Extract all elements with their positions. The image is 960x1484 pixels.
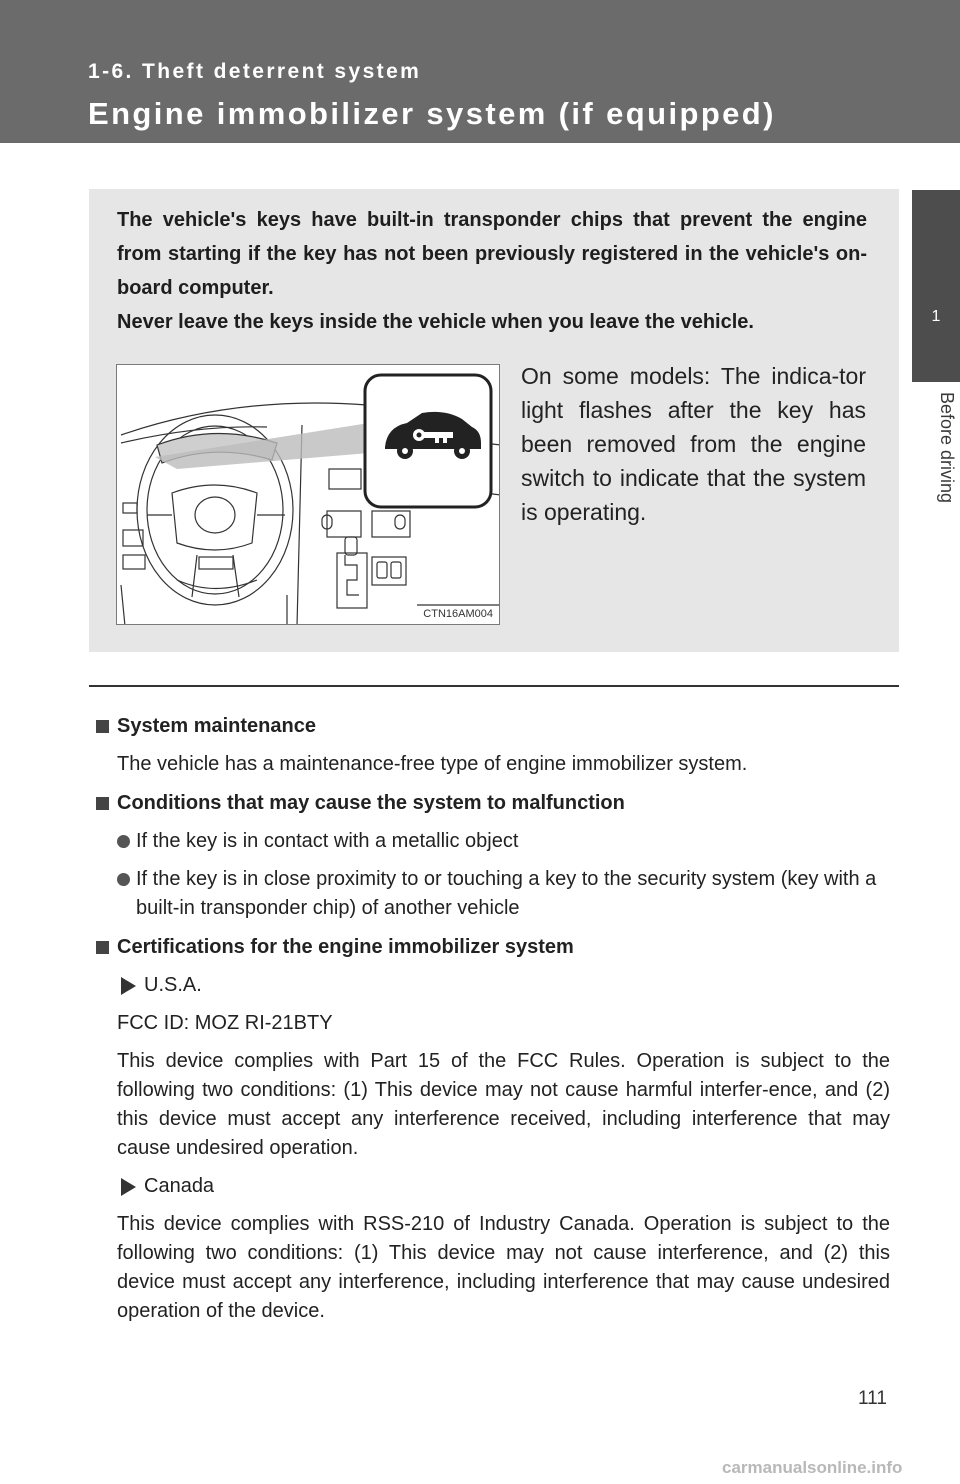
heading-malfunction (96, 789, 890, 818)
list-item-text: If the key is in contact with a metallic object (136, 830, 519, 852)
region-usa-label: U.S.A. (144, 974, 202, 996)
chapter-label: Before driving (937, 392, 957, 504)
heading-maintenance-text: System maintenance (117, 715, 316, 737)
dashboard-drawing (117, 365, 500, 625)
heading-certifications-text: Certifications for the engine immobilizer system (117, 936, 574, 958)
heading-maintenance (96, 712, 890, 741)
list-item (96, 865, 890, 923)
watermark: carmanualsonline.info (722, 1458, 903, 1477)
arrow-right-icon (121, 1178, 136, 1196)
heading-malfunction-text: Conditions that may cause the system to malfunction (117, 792, 625, 814)
intro-text (117, 203, 867, 339)
region-canada (96, 1172, 890, 1201)
region-canada-label: Canada (144, 1175, 215, 1197)
dashboard-illustration (116, 364, 500, 625)
page-header (0, 0, 960, 143)
list-item-text: If the key is in close proximity to or touching a key to the security system (key with a built-in transponder chip) of another vehicle (136, 868, 877, 919)
round-bullet-icon (117, 873, 130, 886)
body-content (96, 712, 890, 1326)
section-label: 1-6. Theft deterrent system (88, 60, 422, 83)
square-bullet-icon (96, 720, 109, 733)
intro-line-1: The vehicle's keys have built-in transponder chips that prevent the engine from starting if the key has not been previously registered in the vehicle's on-board computer. (117, 209, 867, 299)
region-usa (96, 971, 890, 1000)
chapter-number: 1 (931, 308, 941, 325)
page-title: Engine immobilizer system (if equipped) (88, 96, 776, 131)
arrow-right-icon (121, 977, 136, 995)
canada-compliance-text: This device complies with RSS-210 of Industry Canada. Operation is subject to the following two conditions: (1) This device may not cause interference, and (2) this device must accept any interference, including interference that may cause undesired operation of the device. (117, 1213, 890, 1322)
maintenance-text: The vehicle has a maintenance-free type of engine immobilizer system. (117, 753, 748, 775)
square-bullet-icon (96, 941, 109, 954)
intro-line-2: Never leave the keys inside the vehicle when you leave the vehicle. (117, 311, 754, 333)
divider (89, 685, 899, 687)
intro-box (89, 189, 899, 652)
round-bullet-icon (117, 835, 130, 848)
square-bullet-icon (96, 797, 109, 810)
heading-certifications (96, 933, 890, 962)
fcc-id: FCC ID: MOZ RI-21BTY (117, 1012, 333, 1034)
usa-compliance-text: This device complies with Part 15 of the FCC Rules. Operation is subject to the following two conditions: (1) This device may not cause harmful interfer-ence, and (2) this device must accept any interference received, including interference that may cause undesired operation. (117, 1050, 890, 1159)
chapter-tab-label (912, 382, 960, 564)
figure-note: On some models: The indica-tor light flashes after the key has been removed from the engine switch to indicate that the system is operating. (521, 363, 866, 525)
figure-id: CTN16AM004 (423, 608, 493, 620)
list-item (96, 827, 890, 856)
page-number: 111 (858, 1388, 887, 1409)
chapter-tab[interactable] (912, 190, 960, 382)
